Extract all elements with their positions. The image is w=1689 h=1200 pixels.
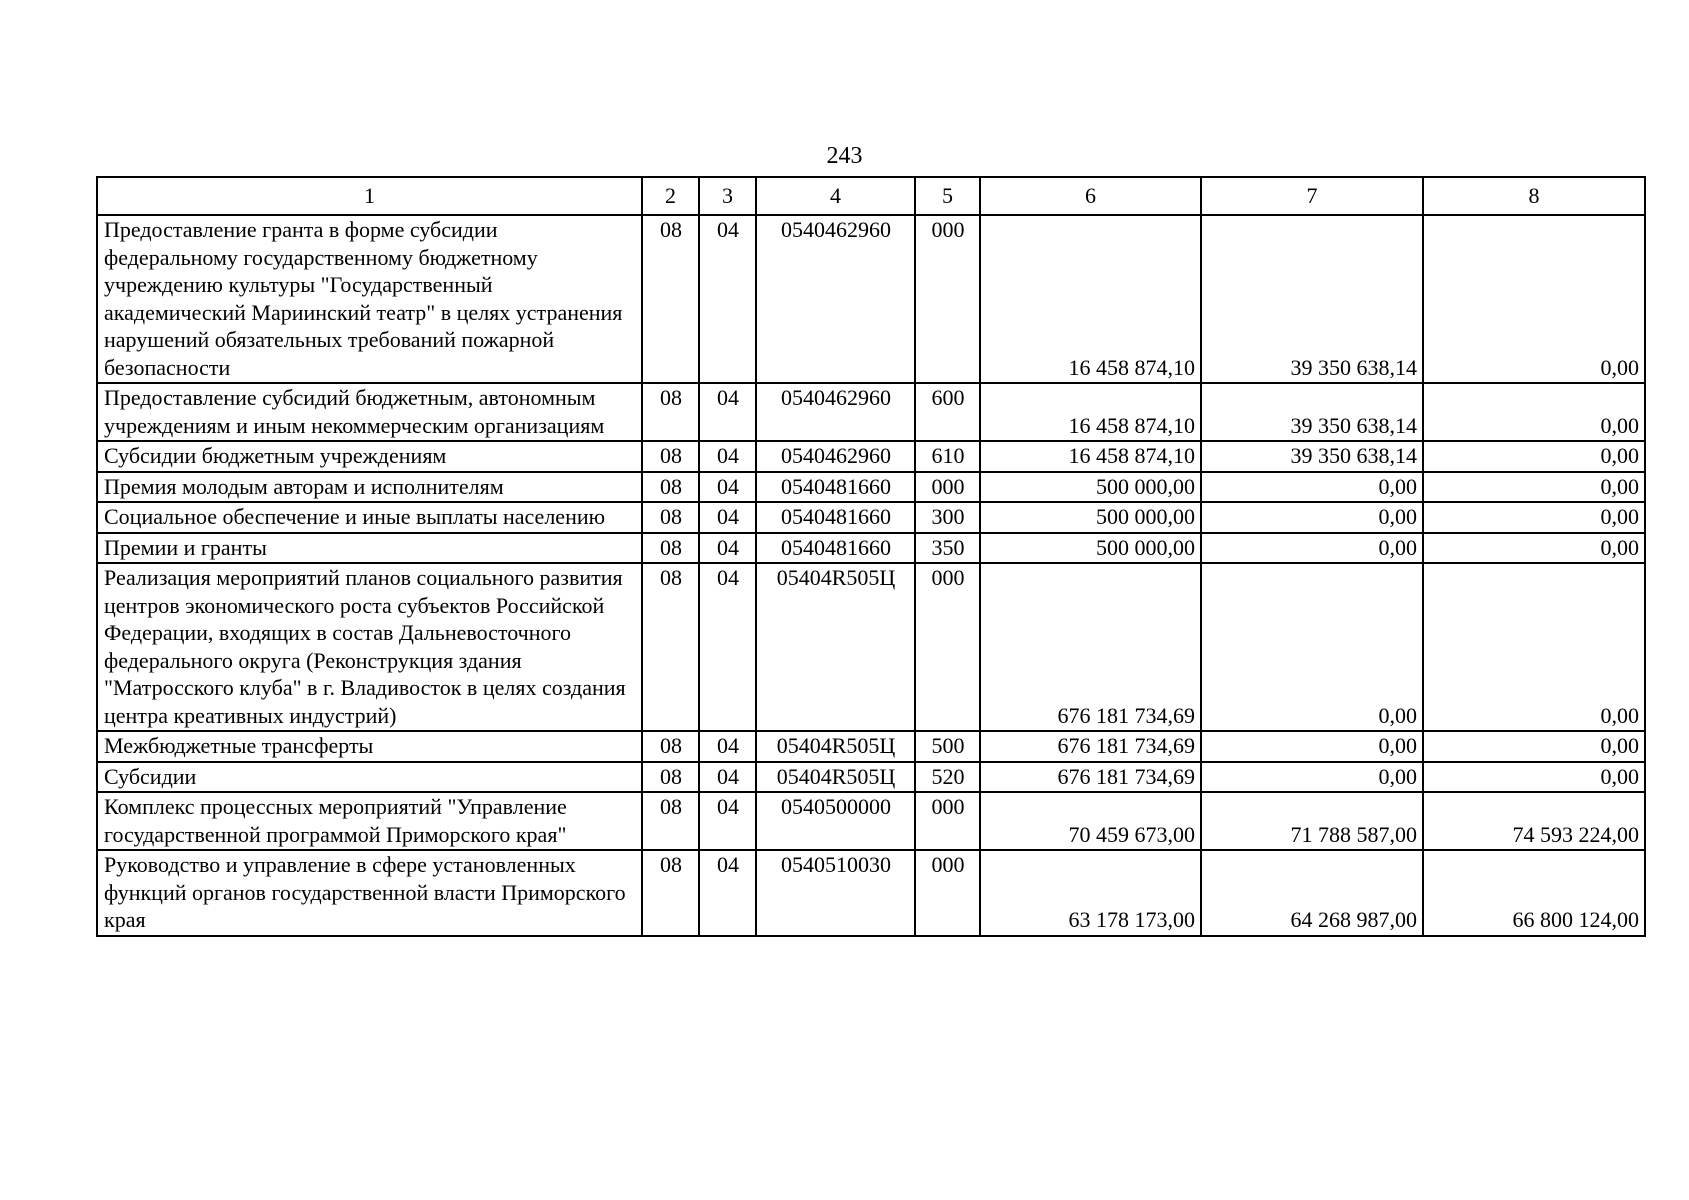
amount-cell: 0,00 — [1201, 502, 1423, 533]
amount-cell: 39 350 638,14 — [1201, 383, 1423, 441]
target-article-cell: 0540510030 — [756, 850, 915, 936]
subsection-code-cell: 04 — [699, 563, 756, 731]
amount-cell: 0,00 — [1201, 563, 1423, 731]
subsection-code-cell: 04 — [699, 215, 756, 383]
table-body — [97, 177, 1645, 936]
subsection-code-cell: 04 — [699, 441, 756, 472]
expense-type-cell: 000 — [915, 792, 980, 850]
row-name-cell: Субсидии бюджетным учреждениям — [97, 441, 642, 472]
expense-type-cell: 300 — [915, 502, 980, 533]
amount-cell: 0,00 — [1423, 731, 1645, 762]
section-code-cell: 08 — [642, 762, 699, 793]
expense-type-cell: 000 — [915, 563, 980, 731]
target-article-cell: 0540481660 — [756, 533, 915, 564]
table-row — [97, 502, 1645, 533]
subsection-code-cell: 04 — [699, 383, 756, 441]
amount-cell: 500 000,00 — [980, 502, 1201, 533]
amount-cell: 0,00 — [1423, 563, 1645, 731]
amount-cell: 64 268 987,00 — [1201, 850, 1423, 936]
subsection-code-cell: 04 — [699, 502, 756, 533]
column-header: 8 — [1423, 177, 1645, 215]
target-article-cell: 0540481660 — [756, 472, 915, 503]
table-row — [97, 850, 1645, 936]
amount-cell: 0,00 — [1423, 441, 1645, 472]
column-header: 7 — [1201, 177, 1423, 215]
table-row — [97, 441, 1645, 472]
target-article-cell: 0540481660 — [756, 502, 915, 533]
table-row — [97, 792, 1645, 850]
row-name-cell: Межбюджетные трансферты — [97, 731, 642, 762]
column-header: 2 — [642, 177, 699, 215]
amount-cell: 16 458 874,10 — [980, 215, 1201, 383]
subsection-code-cell: 04 — [699, 762, 756, 793]
page-number: 243 — [826, 143, 863, 169]
expense-type-cell: 610 — [915, 441, 980, 472]
expense-type-cell: 520 — [915, 762, 980, 793]
amount-cell: 0,00 — [1423, 472, 1645, 503]
amount-cell: 16 458 874,10 — [980, 441, 1201, 472]
expense-type-cell: 000 — [915, 472, 980, 503]
section-code-cell: 08 — [642, 731, 699, 762]
amount-cell: 70 459 673,00 — [980, 792, 1201, 850]
amount-cell: 0,00 — [1423, 383, 1645, 441]
section-code-cell: 08 — [642, 792, 699, 850]
target-article-cell: 05404R505Ц — [756, 563, 915, 731]
budget-table — [96, 176, 1646, 937]
target-article-cell: 0540462960 — [756, 215, 915, 383]
expense-type-cell: 000 — [915, 215, 980, 383]
amount-cell: 676 181 734,69 — [980, 563, 1201, 731]
column-header: 3 — [699, 177, 756, 215]
amount-cell: 16 458 874,10 — [980, 383, 1201, 441]
row-name-cell: Субсидии — [97, 762, 642, 793]
target-article-cell: 0540462960 — [756, 441, 915, 472]
column-header-row — [97, 177, 1645, 215]
section-code-cell: 08 — [642, 472, 699, 503]
subsection-code-cell: 04 — [699, 472, 756, 503]
subsection-code-cell: 04 — [699, 792, 756, 850]
amount-cell: 676 181 734,69 — [980, 762, 1201, 793]
column-header: 1 — [97, 177, 642, 215]
amount-cell: 0,00 — [1423, 533, 1645, 564]
amount-cell: 0,00 — [1201, 533, 1423, 564]
subsection-code-cell: 04 — [699, 533, 756, 564]
expense-type-cell: 000 — [915, 850, 980, 936]
amount-cell: 0,00 — [1423, 215, 1645, 383]
target-article-cell: 0540500000 — [756, 792, 915, 850]
amount-cell: 500 000,00 — [980, 533, 1201, 564]
amount-cell: 500 000,00 — [980, 472, 1201, 503]
amount-cell: 0,00 — [1201, 472, 1423, 503]
section-code-cell: 08 — [642, 383, 699, 441]
section-code-cell: 08 — [642, 850, 699, 936]
amount-cell: 0,00 — [1423, 502, 1645, 533]
row-name-cell: Предоставление субсидий бюджетным, автономным учреждениям и иным некоммерческим организациям — [97, 383, 642, 441]
column-header: 4 — [756, 177, 915, 215]
table-row — [97, 762, 1645, 793]
amount-cell: 39 350 638,14 — [1201, 215, 1423, 383]
column-header: 5 — [915, 177, 980, 215]
section-code-cell: 08 — [642, 502, 699, 533]
table-row — [97, 731, 1645, 762]
row-name-cell: Премия молодым авторам и исполнителям — [97, 472, 642, 503]
section-code-cell: 08 — [642, 563, 699, 731]
table-row — [97, 533, 1645, 564]
table-row — [97, 563, 1645, 731]
section-code-cell: 08 — [642, 215, 699, 383]
subsection-code-cell: 04 — [699, 731, 756, 762]
section-code-cell: 08 — [642, 533, 699, 564]
amount-cell: 66 800 124,00 — [1423, 850, 1645, 936]
amount-cell: 74 593 224,00 — [1423, 792, 1645, 850]
amount-cell: 0,00 — [1201, 762, 1423, 793]
row-name-cell: Социальное обеспечение и иные выплаты населению — [97, 502, 642, 533]
target-article-cell: 0540462960 — [756, 383, 915, 441]
expense-type-cell: 350 — [915, 533, 980, 564]
row-name-cell: Предоставление гранта в форме субсидии федеральному государственному бюджетному учреждению культуры "Государственный академический Мариинский театр" в целях устранения нарушений обязательных требований пожарной безопасности — [97, 215, 642, 383]
row-name-cell: Руководство и управление в сфере установленных функций органов государственной власти Приморского края — [97, 850, 642, 936]
section-code-cell: 08 — [642, 441, 699, 472]
row-name-cell: Комплекс процессных мероприятий "Управление государственной программой Приморского края" — [97, 792, 642, 850]
row-name-cell: Премии и гранты — [97, 533, 642, 564]
column-header: 6 — [980, 177, 1201, 215]
subsection-code-cell: 04 — [699, 850, 756, 936]
table-row — [97, 215, 1645, 383]
target-article-cell: 05404R505Ц — [756, 731, 915, 762]
amount-cell: 0,00 — [1423, 762, 1645, 793]
expense-type-cell: 500 — [915, 731, 980, 762]
table-row — [97, 383, 1645, 441]
row-name-cell: Реализация мероприятий планов социального развития центров экономического роста субъектов Российской Федерации, входящих в состав Дальневосточного федерального округа (Реконструкция здания "Матросского клуба" в г. Владивосток в целях создания центра креативных индустрий) — [97, 563, 642, 731]
target-article-cell: 05404R505Ц — [756, 762, 915, 793]
amount-cell: 71 788 587,00 — [1201, 792, 1423, 850]
amount-cell: 0,00 — [1201, 731, 1423, 762]
amount-cell: 63 178 173,00 — [980, 850, 1201, 936]
amount-cell: 39 350 638,14 — [1201, 441, 1423, 472]
table-row — [97, 472, 1645, 503]
expense-type-cell: 600 — [915, 383, 980, 441]
amount-cell: 676 181 734,69 — [980, 731, 1201, 762]
